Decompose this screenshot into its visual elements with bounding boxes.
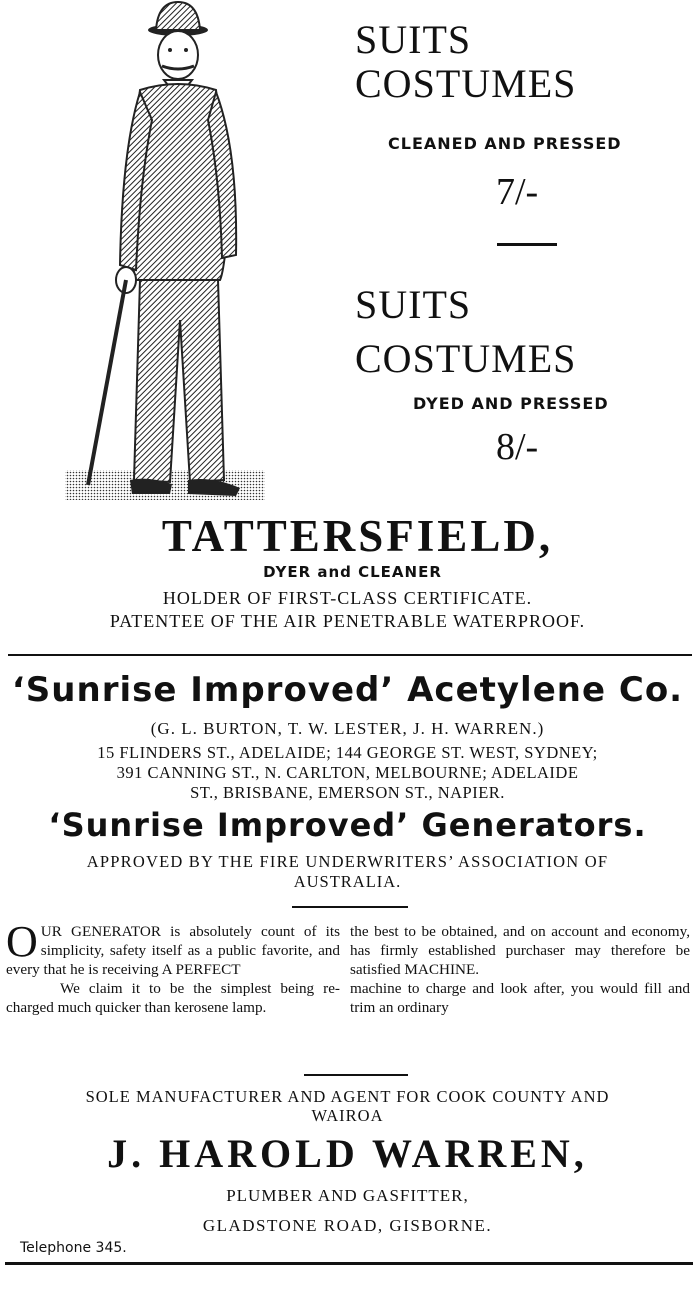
partners-line: (G. L. BURTON, T. W. LESTER, J. H. WARREN.) (150, 719, 545, 738)
product-name: ‘Sunrise Improved’ Generators. (48, 806, 647, 844)
certificate-line: HOLDER OF FIRST-CLASS CERTIFICATE. (162, 588, 533, 608)
business-name: TATTERSFIELD, (161, 511, 554, 561)
proprietor-trade: PLUMBER AND GASFITTER, (226, 1186, 469, 1205)
suits-heading-2 (355, 278, 576, 386)
drop-cap: O (6, 917, 38, 966)
heading-costumes: COSTUMES (355, 61, 577, 106)
approved-line-2: AUSTRALIA. (293, 872, 402, 891)
body-left-paragraph-1 (6, 917, 340, 979)
proprietor-name: J. HAROLD WARREN, (107, 1131, 588, 1176)
telephone-line: Telephone 345. (20, 1240, 127, 1256)
address-line-3: ST., BRISBANE, EMERSON ST., NAPIER. (190, 783, 505, 802)
section-divider (8, 654, 692, 656)
service-dyed: DYED AND PRESSED (413, 394, 609, 413)
heading-costumes-2: COSTUMES (355, 336, 577, 381)
gentleman-illustration (60, 0, 270, 510)
waterproof-line: PATENTEE OF THE AIR PENETRABLE WATERPROOF. (109, 611, 586, 631)
short-divider-3 (304, 1074, 408, 1076)
body-right-paragraph-1: the best to be obtained, and on account and economy, has firmly established purchaser may therefore be satisfied MACHINE. (350, 923, 690, 978)
heading-suits: SUITS (355, 17, 472, 62)
suits-heading-1 (355, 18, 576, 106)
heading-suits-2: SUITS (355, 282, 472, 327)
trade-line: DYER and CLEANER (263, 563, 442, 581)
body-left-column (6, 917, 340, 1017)
body-left-text-1: UR GENERATOR is absolutely count of its simplicity, safety itself as a public favorite, and every that he is receiving A PERFECT (6, 923, 340, 978)
short-divider-2 (292, 906, 408, 908)
address-line-1: 15 FLINDERS ST., ADELAIDE; 144 GEORGE ST. WEST, SYDNEY; (97, 743, 598, 762)
short-divider (497, 243, 557, 246)
price-dyed: 8/- (496, 426, 539, 468)
sole-agent-line-1: SOLE MANUFACTURER AND AGENT FOR COOK COUNTY AND (85, 1087, 610, 1106)
service-cleaned: CLEANED AND PRESSED (388, 134, 622, 153)
body-right-paragraph-2: machine to charge and look after, you would fill and trim an ordinary (350, 980, 690, 1016)
company-name: ‘Sunrise Improved’ Acetylene Co. (11, 670, 684, 710)
proprietor-address: GLADSTONE ROAD, GISBORNE. (202, 1216, 493, 1235)
body-left-paragraph-2: We claim it to be the simplest being re-charged much quicker than kerosene lamp. (6, 980, 340, 1016)
sole-agent-line-2: WAIROA (311, 1106, 384, 1125)
address-line-2: 391 CANNING ST., N. CARLTON, MELBOURNE; ADELAIDE (116, 763, 579, 782)
price-cleaned: 7/- (496, 171, 539, 213)
body-right-column (350, 922, 690, 1017)
approved-line-1: APPROVED BY THE FIRE UNDERWRITERS’ ASSOCIATION OF (86, 852, 609, 871)
bottom-border (5, 1262, 693, 1265)
